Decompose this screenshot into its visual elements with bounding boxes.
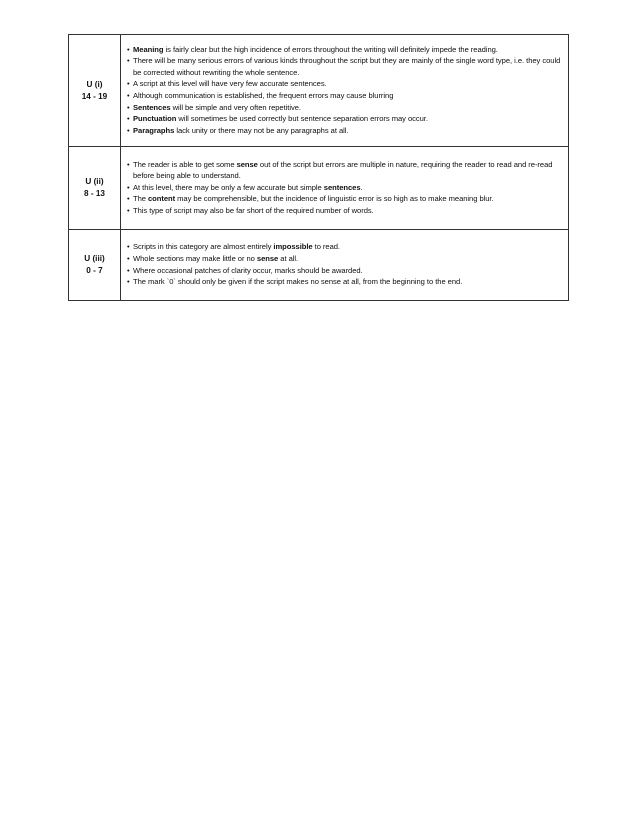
bullet-text: lack unity or there may not be any paragraphs at all. — [174, 125, 349, 135]
bullet-text: may be comprehensible, but the incidence of linguistic error is so high as to make meaning blur. — [175, 194, 494, 204]
grade-cell — [69, 147, 121, 230]
bullet-text: Where occasional patches of clarity occur, marks should be awarded. — [133, 265, 363, 275]
description-cell — [121, 230, 569, 301]
grade-label: U (iii) — [84, 254, 105, 263]
list-item — [127, 55, 563, 78]
table-row — [69, 230, 569, 301]
keyword: content — [148, 194, 176, 204]
bullet-text: is fairly clear but the high incidence of errors throughout the writing will definitely impede the reading. — [163, 44, 498, 54]
list-item — [127, 159, 563, 182]
bullet-text: At this level, there may be only a few accurate but simple — [133, 182, 324, 192]
bullet-text: will be simple and very often repetitive. — [170, 102, 301, 112]
bullet-glyph: • — [127, 182, 130, 192]
keyword: Meaning — [133, 44, 164, 54]
bullet-glyph: • — [127, 44, 130, 54]
list-item — [127, 265, 563, 277]
list-item — [127, 90, 563, 102]
bullet-glyph: • — [127, 194, 130, 204]
list-item — [127, 125, 563, 137]
bullet-text: Although communication is established, the frequent errors may cause blurring — [133, 91, 394, 100]
grade-cell — [69, 230, 121, 301]
keyword: sense — [236, 159, 258, 169]
list-item — [127, 102, 563, 114]
grade-label: U (ii) — [85, 177, 104, 186]
list-item — [127, 241, 563, 253]
bullet-text: out of the script but errors are multiple in nature, requiring the reader to read and re-read before being able to understand. — [133, 159, 553, 181]
bullet-text: This type of script may also be far short of the required number of words. — [133, 205, 374, 215]
grade-range: 0 - 7 — [86, 266, 103, 275]
list-item — [127, 113, 563, 125]
bullet-glyph: • — [127, 265, 130, 275]
grade-cell — [69, 35, 121, 147]
bullet-glyph: • — [127, 79, 130, 89]
description-cell — [121, 147, 569, 230]
keyword: Paragraphs — [133, 125, 175, 135]
grade-range: 14 - 19 — [81, 91, 108, 101]
list-item — [127, 182, 563, 194]
bullet-text: A script at this level will have very few accurate sentences. — [133, 79, 327, 89]
list-item — [127, 44, 563, 56]
keyword: sentences — [323, 182, 361, 192]
keyword: sense — [256, 253, 279, 263]
keyword: impossible — [273, 242, 313, 252]
list-item — [127, 205, 563, 217]
bullet-text: to read. — [312, 242, 340, 252]
bullet-text: The reader is able to get some — [133, 159, 237, 169]
list-item — [127, 193, 563, 205]
bullet-text: There will be many serious errors of various kinds throughout the script but they are mainly of the single word type, i.e. they could be corrected without rewriting the whole sentence. — [133, 56, 561, 77]
bullet-glyph: • — [127, 56, 130, 66]
bullet-glyph: • — [127, 125, 130, 135]
bullet-glyph: • — [127, 91, 130, 100]
bullet-text: The — [133, 194, 148, 204]
bullet-glyph: • — [127, 205, 130, 215]
marking-rubric-table — [68, 34, 569, 301]
table-row — [69, 35, 569, 147]
list-item — [127, 276, 563, 288]
bullet-text: Whole sections may make little or no — [133, 253, 257, 263]
bullet-text: Scripts in this category are almost entirely — [133, 242, 274, 252]
description-cell — [121, 35, 569, 147]
bullet-glyph: • — [127, 253, 130, 263]
keyword: Sentences — [133, 102, 171, 112]
bullet-glyph: • — [127, 102, 130, 112]
list-item — [127, 253, 563, 265]
bullet-glyph: • — [127, 277, 130, 287]
bullet-glyph: • — [127, 114, 130, 124]
bullet-text: . — [360, 182, 363, 192]
list-item — [127, 78, 563, 90]
bullet-text: The mark `0` should only be given if the script makes no sense at all, from the beginning to the end. — [133, 277, 463, 287]
table-row — [69, 147, 569, 230]
grade-label: U (i) — [86, 79, 103, 89]
bullet-text: will sometimes be used correctly but sentence separation errors may occur. — [176, 114, 428, 124]
bullet-glyph: • — [127, 242, 130, 252]
bullet-text: at all. — [278, 253, 299, 263]
keyword: Punctuation — [133, 114, 177, 124]
grade-range: 8 - 13 — [84, 189, 105, 198]
bullet-glyph: • — [127, 159, 130, 169]
